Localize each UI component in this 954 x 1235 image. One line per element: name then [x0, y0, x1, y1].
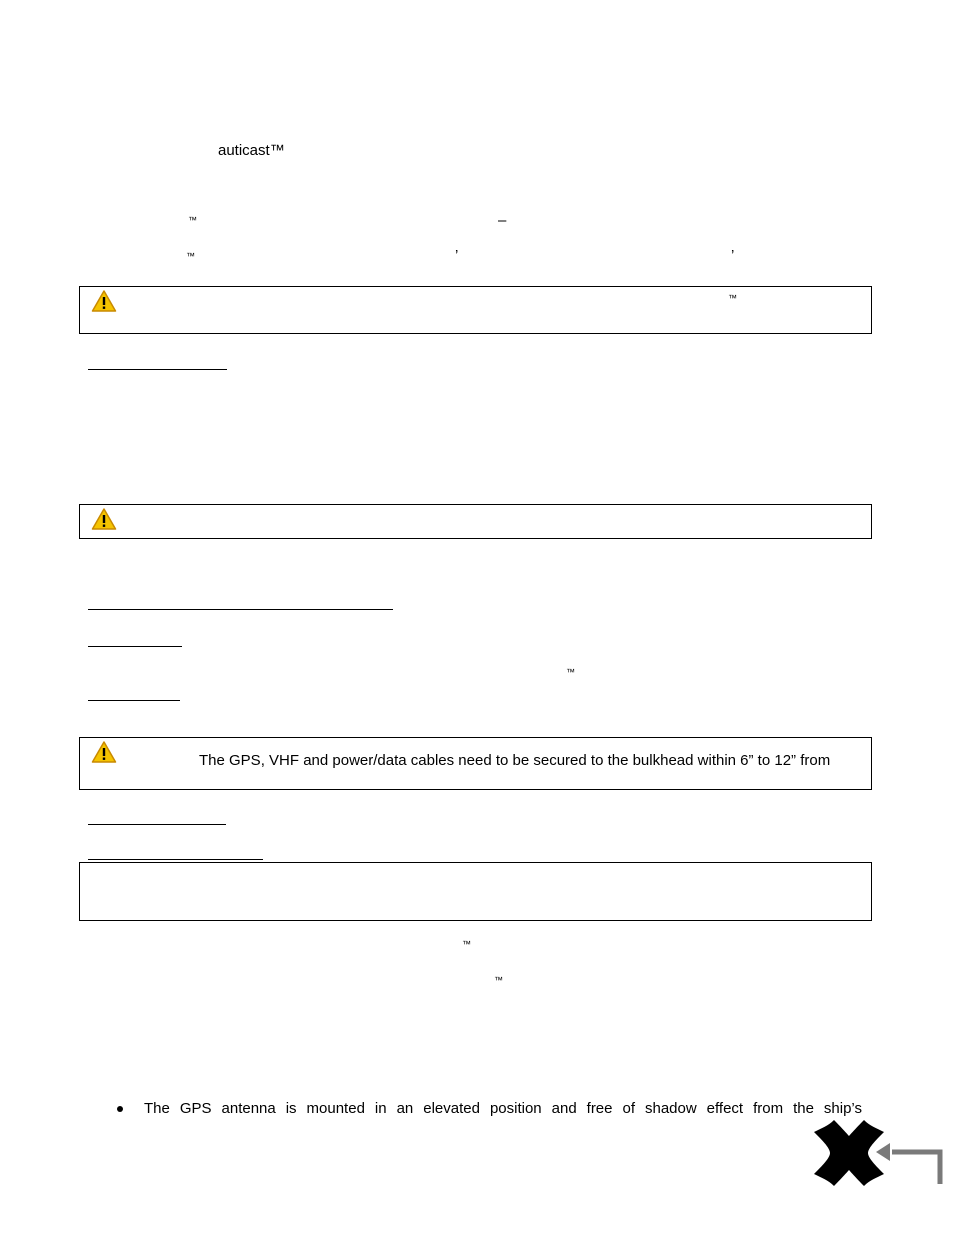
heading-fragment: auticast™ — [218, 142, 285, 159]
warning-callout — [79, 286, 872, 334]
callout-text: The GPS, VHF and power/data cables need to be secured to the bulkhead within 6” to 12” from — [199, 752, 831, 769]
trademark-mark: ™ — [728, 293, 737, 303]
trademark-mark: ™ — [188, 215, 197, 225]
subsection-heading-underline — [88, 859, 263, 860]
subsection-heading-underline — [88, 700, 180, 701]
trademark-mark: ™ — [462, 939, 471, 949]
trademark-mark: ™ — [566, 667, 575, 677]
note-callout — [79, 862, 872, 921]
warning-triangle-icon — [91, 507, 117, 531]
section-heading-underline — [88, 609, 393, 610]
section-heading-underline — [88, 824, 226, 825]
trademark-mark: ™ — [186, 251, 195, 261]
trademark-mark: ™ — [494, 975, 503, 985]
dash-mark: – — [498, 212, 507, 229]
apostrophe-mark: ’ — [731, 247, 735, 264]
warning-triangle-icon — [91, 289, 117, 313]
bullet-text: The GPS antenna is mounted in an elevated position and free of shadow effect from the ship’s — [144, 1100, 862, 1117]
section-heading-underline — [88, 369, 227, 370]
subsection-heading-underline — [88, 646, 182, 647]
back-arrow-icon[interactable] — [872, 1140, 944, 1186]
bullet-dot — [117, 1106, 123, 1112]
warning-triangle-icon — [91, 740, 117, 764]
warning-callout — [79, 504, 872, 539]
apostrophe-mark: ’ — [455, 247, 459, 264]
